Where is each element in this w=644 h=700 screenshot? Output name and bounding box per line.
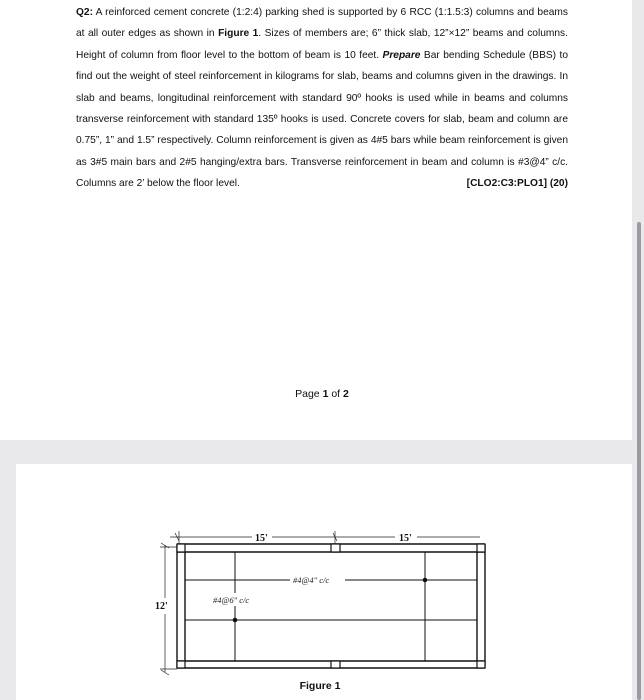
dimension-line-top (170, 531, 480, 545)
question-text-part1: A reinforced cement concrete (1:2:4) parking shed is supported by 6 RCC (1:1.5:3) columns and beams at all outer edges as shown in (76, 7, 568, 40)
dimension-left-label: 15' (255, 533, 268, 544)
figure-caption: Figure 1 (299, 680, 341, 692)
column-bottom-right (477, 661, 485, 668)
question-text-part2: . Sizes of members are; 6” thick slab, 12”×12” beams and columns. Height of column from floor level to the bottom of beam is 10 feet. (76, 28, 568, 61)
column-bottom-left (177, 661, 185, 668)
page-number: Page 1 of 2 (295, 388, 349, 400)
question-number: Q2: (76, 7, 93, 18)
prepare-keyword: Prepare (382, 49, 421, 61)
figure-reference: Figure 1 (218, 28, 259, 40)
column-top-right (477, 544, 485, 552)
question-text-part3: Bar bending Schedule (BBS) to find out the weight of steel reinforcement in kilograms for slab, beams and columns given in the drawings. In slab and beams, longitudinal reinforcement with standard 90º hooks is used while in beams and columns transverse reinforcement with standard 135º hooks is used. Concrete covers for slab, beam and column are 0.75”, 1” and 1.5” respectively. Column reinforcement is given as 4#5 bars while beam reinforcement is given as 3#5 main bars and 2#5 hanging/extra bars. Transverse reinforcement in beam and column is #3@4” c/c. Columns are 2’ below the floor level. (76, 49, 568, 190)
column-top-left (177, 544, 185, 552)
reinforcement-label-top: #4@4" c/c (293, 575, 330, 585)
dimension-height-label: 12' (155, 601, 168, 612)
column-bottom-mid (331, 661, 340, 668)
clo-marks: [CLO2:C3:PLO1] (20) (466, 178, 568, 190)
callout-dot-top (423, 578, 428, 583)
dimension-right-label: 15' (399, 533, 412, 544)
reinforcement-label-left: #4@6" c/c (213, 595, 250, 605)
column-top-mid (331, 544, 340, 552)
callout-dot-left (233, 618, 238, 623)
